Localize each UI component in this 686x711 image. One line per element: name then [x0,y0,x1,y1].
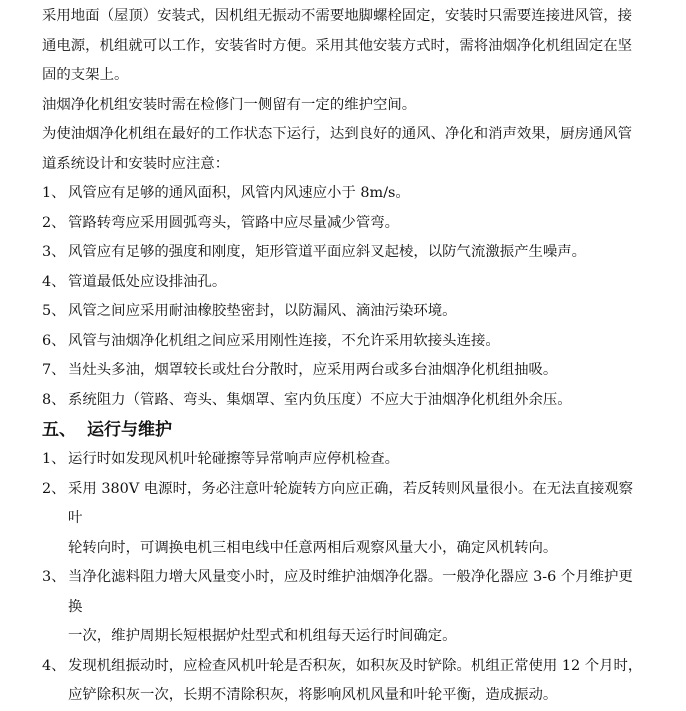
intro-paragraph-1-line-2: 通电源，机组就可以工作，安装省时方便。采用其他安装方式时，需将油烟净化机组固定在坚 [42,37,633,54]
section-number: 五、 [42,420,76,440]
install-list [42,179,644,415]
list-item-continuation: 应铲除积灰一次，长期不清除积灰，将影响风机风量和叶轮平衡，造成振动。 [68,687,558,703]
list-item [42,297,644,327]
list-item [42,652,644,682]
section-title: 运行与维护 [87,420,172,440]
list-item-text: 管道最低处应设排油孔。 [68,273,227,290]
list-item [42,386,644,416]
intro-paragraph-2: 油烟净化机组安装时需在检修门一侧留有一定的维护空间。 [42,96,417,113]
list-item-number: 2、 [42,214,66,231]
list-item-continuation: 一次，维护周期长短根据炉灶型式和机组每天运行时间确定。 [68,628,457,644]
list-item [42,356,644,386]
list-item [42,268,644,298]
intro-paragraph-3-line-1: 为使油烟净化机组在最好的工作状态下运行，达到良好的通风、净化和消声效果，厨房通风管 [42,126,633,142]
list-item-number: 4、 [42,657,66,674]
list-item [42,475,644,534]
list-item-number: 1、 [42,451,66,467]
list-item-number: 3、 [42,569,66,585]
intro-paragraph-1-line-3: 固的支架上。 [42,67,129,83]
list-item [42,445,644,475]
list-item [42,179,644,209]
section-heading [42,415,644,445]
list-item [42,209,644,239]
list-item [42,238,644,268]
list-item-number: 2、 [42,480,66,497]
list-item-text: 管路转弯应采用圆弧弯头，管路中应尽量减少管弯。 [68,214,399,231]
list-item-text: 当净化滤料阻力增大风量变小时，应及时维护油烟净化器。一般净化器应 3-6 个月维护更换 [68,569,633,615]
list-item-text: 发现机组振动时，应检查风机叶轮是否积灰，如积灰及时铲除。机组正常使用 12 个月时， [68,657,643,674]
list-item-text: 采用 380V 电源时，务必注意叶轮旋转方向应正确，若反转则风量很小。在无法直接观察叶 [68,480,634,526]
list-item-number: 8、 [42,391,66,408]
list-item-text: 风管应有足够的通风面积，风管内风速应小于 8m/s。 [68,185,410,201]
list-item-number: 5、 [42,303,66,319]
intro-paragraph-3-line-2: 道系统设计和安装时应注意： [42,155,230,172]
list-item [42,563,644,622]
list-item-text: 运行时如发现风机叶轮碰擦等异常响声应停机检查。 [68,451,399,467]
intro-paragraph-1-line-1: 采用地面（屋顶）安装式，因机组无振动不需要地脚螺栓固定，安装时只需要连接进风管，接 [42,8,633,24]
list-item-text: 系统阻力（管路、弯头、集烟罩、室内负压度）不应大于油烟净化机组外余压。 [68,391,572,408]
list-item-number: 3、 [42,244,66,260]
maintenance-list [42,445,644,711]
list-item-text: 风管之间应采用耐油橡胶垫密封，以防漏风、滴油污染环境。 [68,303,457,319]
list-item-number: 6、 [42,332,66,349]
list-item-text: 当灶头多油，烟罩较长或灶台分散时，应采用两台或多台油烟净化机组抽吸。 [68,362,558,378]
list-item-text: 风管应有足够的强度和刚度，矩形管道平面应斜叉起棱，以防气流激振产生噪声。 [68,244,587,260]
list-item-number: 4、 [42,273,66,290]
list-item-text: 风管与油烟净化机组之间应采用刚性连接，不允许采用软接头连接。 [68,332,500,349]
list-item-number: 7、 [42,362,66,378]
list-item-number: 1、 [42,185,66,201]
list-item-continuation: 轮转向时，可调换电机三相电线中任意两相后观察风量大小，确定风机转向。 [68,539,558,556]
list-item [42,327,644,357]
